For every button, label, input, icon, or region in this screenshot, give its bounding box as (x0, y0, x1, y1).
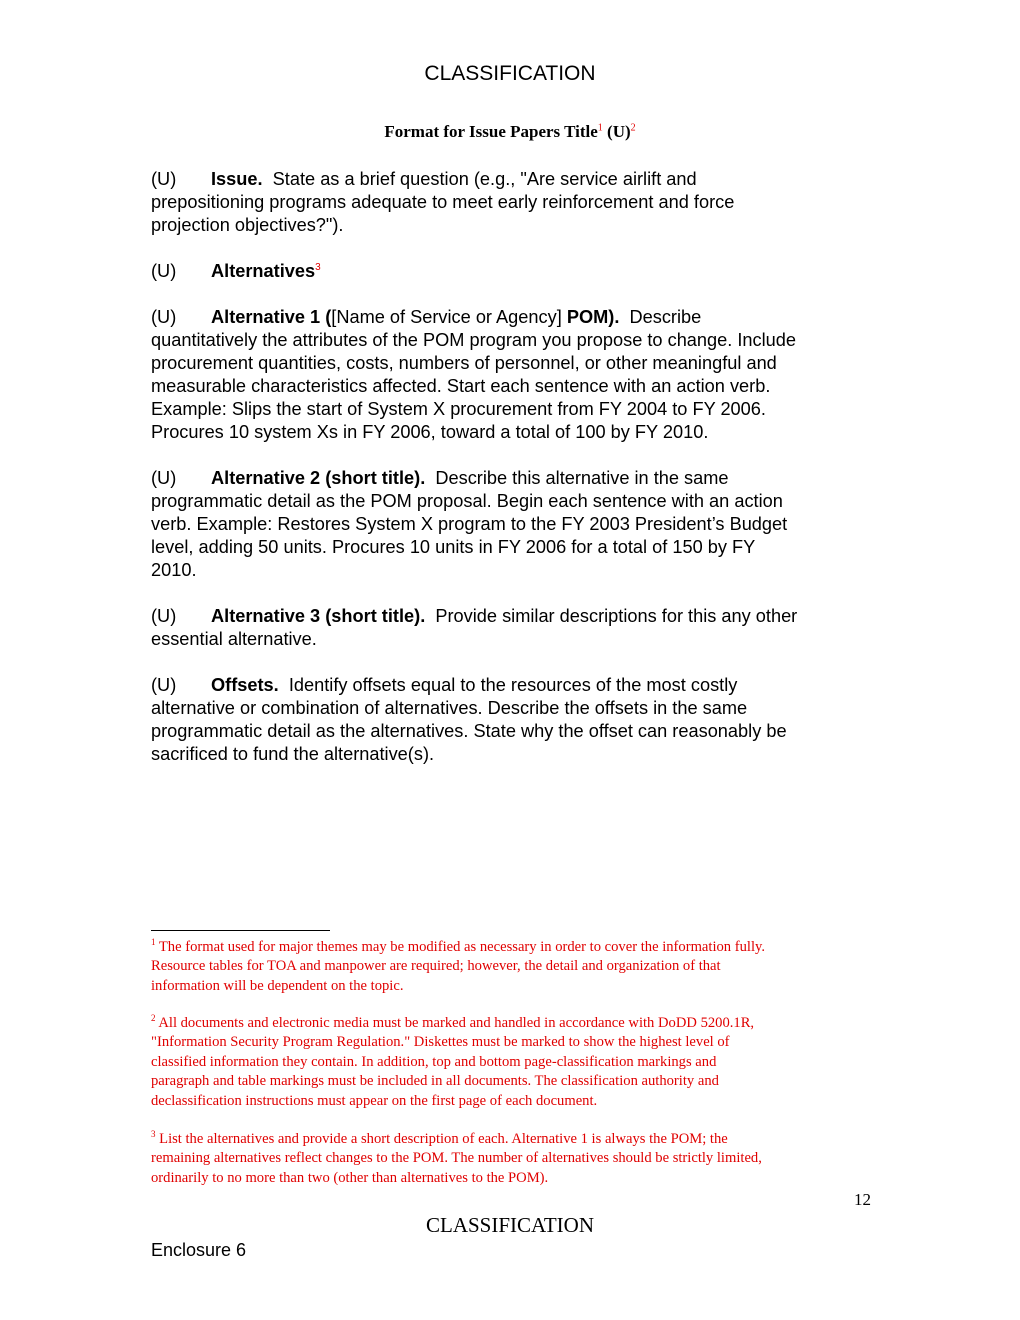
alt1-marking: (U) (151, 307, 177, 327)
footnote-line: The format used for major themes may be modified as necessary in order to cover the information fully. (158, 939, 766, 955)
issue-line: prepositioning programs adequate to meet early reinforcement and force (151, 192, 735, 212)
footnote-line: ordinarily to no more than two (other than alternatives to the POM). (151, 1169, 549, 1186)
footnote-separator (151, 930, 330, 931)
alt1-line: procurement quantities, costs, numbers of personnel, or other meaningful and (151, 353, 777, 373)
alt2-marking: (U) (151, 468, 177, 488)
alt1-heading: Alternative 1 ( (211, 307, 332, 327)
issue-line: State as a brief question (e.g., "Are service airlift and (272, 169, 697, 189)
alternative-2-paragraph (151, 467, 871, 582)
footnote-3 (151, 1130, 861, 1188)
footnote-3-number: 3 (151, 1129, 156, 1140)
title-footnote-ref-1: 1 (597, 122, 603, 134)
alternatives-heading: Alternatives (211, 261, 316, 281)
page-number: 12 (854, 1190, 871, 1209)
alt3-line: essential alternative. (151, 629, 317, 649)
enclosure-label: Enclosure 6 (151, 1240, 247, 1260)
issue-heading: Issue. (211, 169, 263, 189)
alt1-line: Procures 10 system Xs in FY 2006, toward a total of 100 by FY 2010. (151, 422, 709, 442)
alt1-line: Describe (629, 307, 702, 327)
footnote-2 (151, 1014, 861, 1111)
alt1-bracket-text: [Name of Service or Agency] (331, 307, 562, 327)
title-marking: (U) (607, 122, 631, 141)
footnote-line: "Information Security Program Regulation." Diskettes must be marked to show the highest level of (151, 1034, 730, 1051)
alternatives-marking: (U) (151, 261, 177, 281)
alternatives-footnote-ref: 3 (315, 261, 321, 273)
alt2-line: 2010. (151, 560, 197, 580)
issue-line: projection objectives?"). (151, 215, 344, 235)
footer-classification: CLASSIFICATION (425, 1213, 595, 1237)
footnote-line: All documents and electronic media must be marked and handled in accordance with DoDD 5200.1R, (158, 1015, 755, 1031)
alt2-line: Describe this alternative in the same (435, 468, 729, 488)
footnote-line: List the alternatives and provide a short description of each. Alternative 1 is always the POM; the (159, 1131, 728, 1147)
alt2-line: level, adding 50 units. Procures 10 units in FY 2006 for a total of 150 by FY (151, 537, 756, 557)
alternative-1-paragraph (151, 306, 871, 444)
alternatives-heading-paragraph (151, 260, 871, 283)
footnote-line: information will be dependent on the topic. (151, 977, 404, 994)
alt1-pom: POM). (566, 307, 620, 327)
footnote-line: paragraph and table markings must be included in all documents. The classification authority and (151, 1073, 719, 1090)
footnote-line: remaining alternatives reflect changes to the POM. The number of alternatives should be strictly limited, (151, 1150, 762, 1167)
footnote-line: classified information they contain. In addition, top and bottom page-classification markings and (151, 1053, 717, 1070)
offsets-heading: Offsets. (211, 675, 279, 695)
offsets-line: alternative or combination of alternatives. Describe the offsets in the same (151, 698, 748, 718)
footnote-line: declassification instructions must appear on the first page of each document. (151, 1092, 598, 1109)
alt3-line: Provide similar descriptions for this any other (435, 606, 798, 626)
alternative-3-paragraph (151, 605, 871, 651)
issue-paragraph (151, 168, 871, 237)
alt1-line: measurable characteristics affected. Start each sentence with an action verb. (151, 376, 771, 396)
alt2-line: programmatic detail as the POM proposal. Begin each sentence with an action (151, 491, 783, 511)
document-title (0, 122, 1020, 142)
alt3-marking: (U) (151, 606, 177, 626)
alt2-heading: Alternative 2 (short title). (211, 468, 426, 488)
alt3-heading: Alternative 3 (short title). (211, 606, 426, 626)
offsets-line: Identify offsets equal to the resources of the most costly (288, 675, 738, 695)
alt2-line: verb. Example: Restores System X program to the FY 2003 President’s Budget (151, 514, 788, 534)
offsets-line: sacrificed to fund the alternative(s). (151, 744, 435, 764)
footnote-1 (151, 938, 861, 996)
footnote-1-number: 1 (151, 937, 156, 948)
offsets-marking: (U) (151, 675, 177, 695)
issue-marking: (U) (151, 169, 177, 189)
alt1-line: Example: Slips the start of System X procurement from FY 2004 to FY 2006. (151, 399, 766, 419)
title-text: Format for Issue Papers Title (384, 122, 598, 141)
footnote-2-number: 2 (151, 1013, 156, 1024)
footnote-line: Resource tables for TOA and manpower are required; however, the detail and organization of that (151, 958, 721, 975)
alt1-line: quantitatively the attributes of the POM program you propose to change. Include (151, 330, 797, 350)
offsets-line: programmatic detail as the alternatives. State why the offset can reasonably be (151, 721, 787, 741)
offsets-paragraph (151, 674, 871, 766)
header-classification: CLASSIFICATION (424, 62, 596, 85)
title-footnote-ref-2: 2 (630, 122, 636, 134)
